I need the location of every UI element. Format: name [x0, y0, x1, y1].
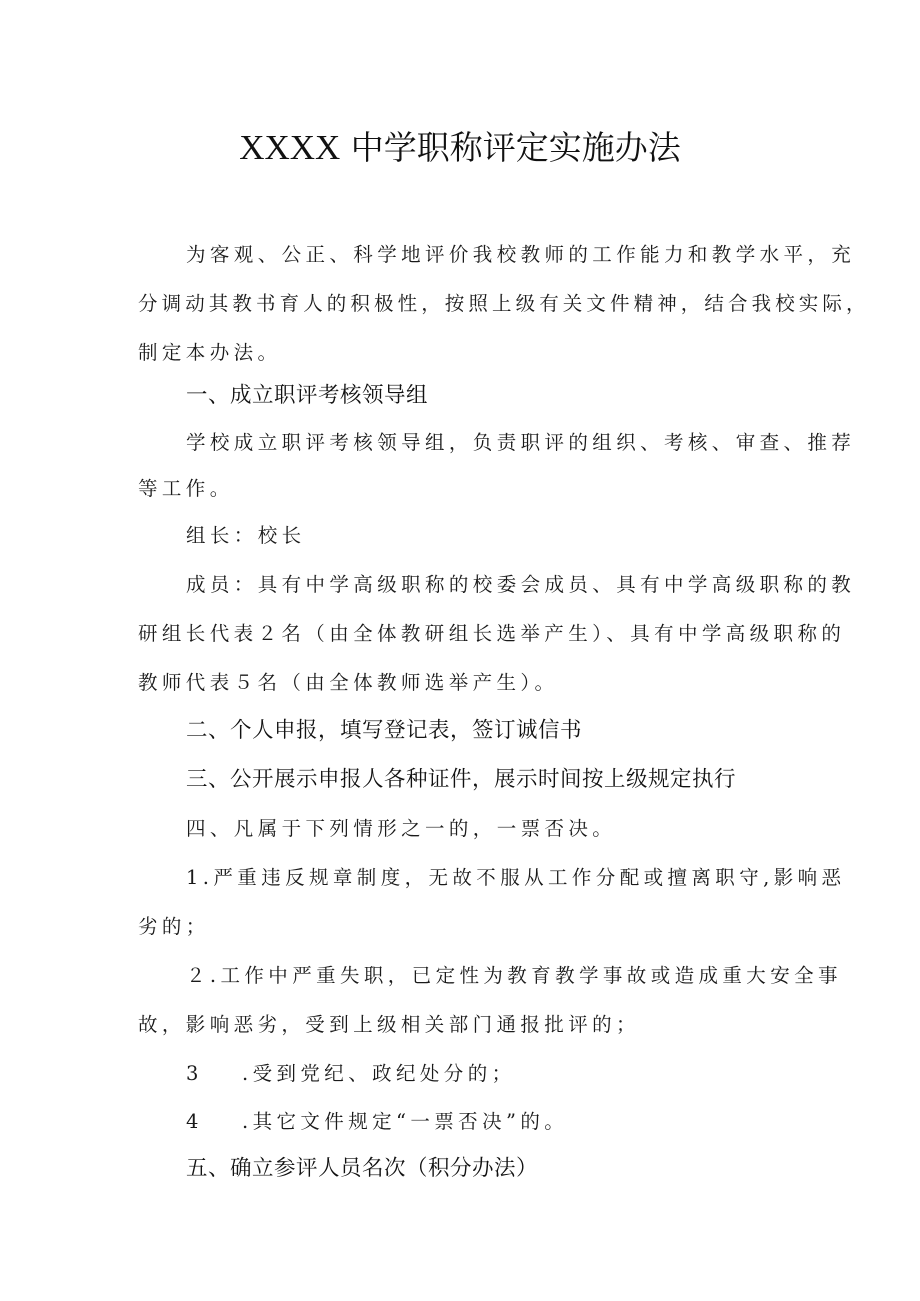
veto-item-4-number: 4: [186, 1110, 203, 1133]
veto-item-4: [186, 1107, 568, 1137]
veto-item-1-line-1: 1.严重违反规章制度，无故不服从工作分配或擅离职守,影响恶: [186, 866, 846, 889]
intro-line-2: 分调动其教书育人的积极性，按照上级有关文件精神，结合我校实际，: [138, 292, 870, 315]
title-text: 中学职称评定实施办法: [350, 128, 681, 167]
section-3-heading: 三、公开展示申报人各种证件，展示时间按上级规定执行: [186, 767, 737, 792]
veto-item-3-text: .受到党纪、政纪处分的；: [242, 1062, 516, 1085]
veto-item-3-number: 3: [186, 1062, 203, 1085]
veto-item-2-line-1: ２.工作中严重失职，已定性为教育教学事故或造成重大安全事: [186, 964, 842, 987]
members-line-1: 成员：具有中学高级职称的校委会成员、具有中学高级职称的教: [186, 573, 856, 596]
section-1-body-line-2: 等工作。: [138, 477, 234, 500]
members-line-3: 教师代表５名（由全体教师选举产生）。: [138, 671, 559, 694]
section-2-heading: 二、个人申报，填写登记表，签订诚信书: [186, 718, 583, 743]
document-title: [0, 128, 920, 168]
intro-line-3: 制定本办法。: [138, 341, 282, 364]
section-1-heading: 一、成立职评考核领导组: [186, 383, 429, 408]
section-4-heading: 四、凡属于下列情形之一的，一票否决。: [186, 817, 617, 840]
veto-item-3: [186, 1059, 516, 1089]
title-school-placeholder: XXXX: [239, 128, 341, 167]
members-line-2: 研组长代表２名（由全体教研组长选举产生）、具有中学高级职称的: [138, 622, 846, 645]
veto-item-1-line-2: 劣的；: [138, 915, 210, 938]
intro-line-1: 为客观、公正、科学地评价我校教师的工作能力和教学水平，充: [186, 243, 856, 266]
group-leader: 组长：校长: [186, 524, 306, 547]
veto-item-4-text: .其它文件规定“一票否决”的。: [242, 1110, 569, 1133]
veto-item-2-line-2: 故，影响恶劣，受到上级相关部门通报批评的；: [138, 1013, 640, 1036]
section-1-body-line-1: 学校成立职评考核领导组，负责职评的组织、考核、审查、推荐: [186, 431, 856, 454]
section-5-heading: 五、确立参评人员名次（积分办法）: [186, 1156, 539, 1181]
